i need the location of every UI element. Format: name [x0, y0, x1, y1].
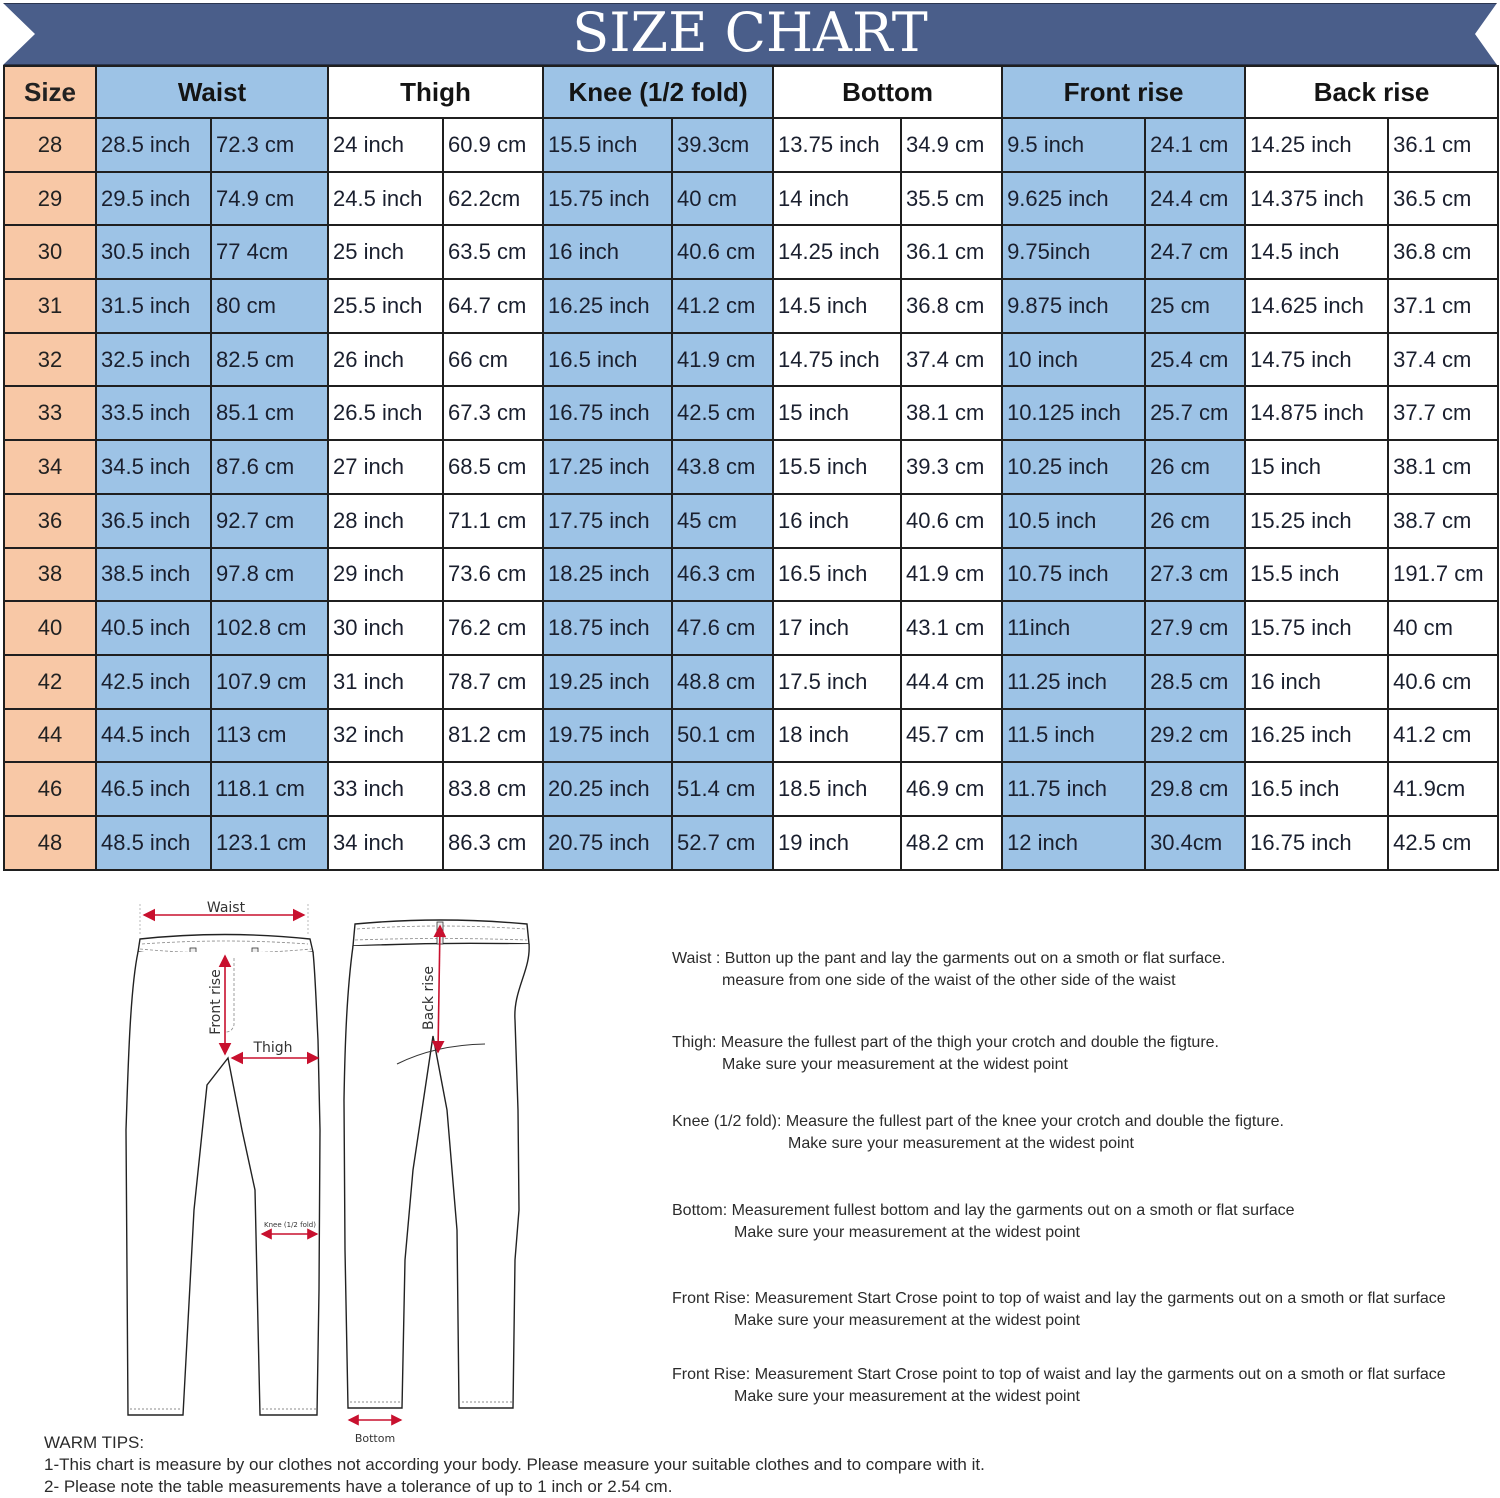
- front-rise-inch-cell: 10.5 inch: [1002, 494, 1145, 548]
- back-rise-cm-cell: 40 cm: [1388, 601, 1498, 655]
- thigh-inch-cell: 25.5 inch: [328, 279, 443, 333]
- size-cell: 31: [4, 279, 96, 333]
- table-row: [4, 548, 1498, 602]
- bottom-inch-cell: 15.5 inch: [773, 440, 901, 494]
- waist-cm-cell: 74.9 cm: [211, 172, 328, 226]
- thigh-label: Thigh: [253, 1040, 293, 1056]
- thigh-inch-cell: 27 inch: [328, 440, 443, 494]
- table-row: [4, 279, 1498, 333]
- back-rise-cm-cell: 41.9cm: [1388, 762, 1498, 816]
- back-rise-cm-cell: 41.2 cm: [1388, 709, 1498, 763]
- bottom-inch-cell: 16.5 inch: [773, 548, 901, 602]
- instruction-thigh: Thigh: Measure the fullest part of the thigh your crotch and double the figture. Make sure your measurement at the widest point: [672, 1034, 1219, 1073]
- back-rise-cm-cell: 36.8 cm: [1388, 225, 1498, 279]
- back-rise-inch-cell: 15 inch: [1245, 440, 1388, 494]
- back-rise-cm-cell: 37.7 cm: [1388, 386, 1498, 440]
- knee-cm-cell: 39.3cm: [672, 118, 773, 172]
- knee-cm-cell: 52.7 cm: [672, 816, 773, 870]
- knee-inch-cell: 16.25 inch: [543, 279, 672, 333]
- thigh-cm-cell: 78.7 cm: [443, 655, 543, 709]
- header-size: Size: [4, 66, 96, 118]
- table-row: [4, 494, 1498, 548]
- front-rise-cm-cell: 30.4cm: [1145, 816, 1245, 870]
- waist-cm-cell: 113 cm: [211, 709, 328, 763]
- back-rise-cm-cell: 42.5 cm: [1388, 816, 1498, 870]
- waist-inch-cell: 42.5 inch: [96, 655, 211, 709]
- instruction-knee: Knee (1/2 fold): Measure the fullest part of the knee your crotch and double the figture. Make sure your measurement at the widest point: [672, 1113, 1284, 1152]
- size-cell: 33: [4, 386, 96, 440]
- thigh-cm-cell: 62.2cm: [443, 172, 543, 226]
- waist-cm-cell: 107.9 cm: [211, 655, 328, 709]
- size-cell: 29: [4, 172, 96, 226]
- thigh-cm-cell: 71.1 cm: [443, 494, 543, 548]
- thigh-cm-cell: 66 cm: [443, 333, 543, 387]
- table-row: [4, 655, 1498, 709]
- bottom-inch-cell: 18.5 inch: [773, 762, 901, 816]
- back-pants-diagram: [335, 910, 545, 1450]
- knee-inch-cell: 16 inch: [543, 225, 672, 279]
- front-rise-inch-cell: 11.75 inch: [1002, 762, 1145, 816]
- front-rise-inch-cell: 11.25 inch: [1002, 655, 1145, 709]
- knee-cm-cell: 46.3 cm: [672, 548, 773, 602]
- waist-inch-cell: 33.5 inch: [96, 386, 211, 440]
- instruction-bottom: Bottom: Measurement fullest bottom and lay the garments out on a smoth or flat surface Make sure your measurement at the widest point: [672, 1202, 1295, 1241]
- size-cell: 42: [4, 655, 96, 709]
- front-rise-inch-cell: 11.5 inch: [1002, 709, 1145, 763]
- waist-cm-cell: 80 cm: [211, 279, 328, 333]
- waist-cm-cell: 87.6 cm: [211, 440, 328, 494]
- bottom-cm-cell: 43.1 cm: [901, 601, 1002, 655]
- bottom-inch-cell: 18 inch: [773, 709, 901, 763]
- front-rise-inch-cell: 9.75inch: [1002, 225, 1145, 279]
- thigh-cm-cell: 63.5 cm: [443, 225, 543, 279]
- back-rise-inch-cell: 16 inch: [1245, 655, 1388, 709]
- bottom-cm-cell: 35.5 cm: [901, 172, 1002, 226]
- waist-label: Waist: [206, 900, 246, 916]
- knee-inch-cell: 19.25 inch: [543, 655, 672, 709]
- thigh-inch-cell: 24.5 inch: [328, 172, 443, 226]
- waist-cm-cell: 85.1 cm: [211, 386, 328, 440]
- knee-inch-cell: 15.75 inch: [543, 172, 672, 226]
- table-row: [4, 440, 1498, 494]
- thigh-inch-cell: 29 inch: [328, 548, 443, 602]
- bottom-cm-cell: 37.4 cm: [901, 333, 1002, 387]
- bottom-cm-cell: 39.3 cm: [901, 440, 1002, 494]
- bottom-cm-cell: 40.6 cm: [901, 494, 1002, 548]
- thigh-cm-cell: 76.2 cm: [443, 601, 543, 655]
- back-rise-cm-cell: 36.5 cm: [1388, 172, 1498, 226]
- back-rise-label: Back rise: [421, 966, 437, 1030]
- back-rise-cm-cell: 40.6 cm: [1388, 655, 1498, 709]
- header-back-rise: Back rise: [1245, 66, 1498, 118]
- back-rise-inch-cell: 14.875 inch: [1245, 386, 1388, 440]
- back-rise-inch-cell: 15.25 inch: [1245, 494, 1388, 548]
- knee-cm-cell: 41.2 cm: [672, 279, 773, 333]
- back-rise-inch-cell: 14.375 inch: [1245, 172, 1388, 226]
- size-cell: 48: [4, 816, 96, 870]
- front-rise-inch-cell: 9.5 inch: [1002, 118, 1145, 172]
- knee-inch-cell: 16.5 inch: [543, 333, 672, 387]
- bottom-inch-cell: 14.75 inch: [773, 333, 901, 387]
- thigh-inch-cell: 30 inch: [328, 601, 443, 655]
- size-cell: 44: [4, 709, 96, 763]
- thigh-inch-cell: 26.5 inch: [328, 386, 443, 440]
- waist-cm-cell: 82.5 cm: [211, 333, 328, 387]
- thigh-inch-cell: 25 inch: [328, 225, 443, 279]
- knee-cm-cell: 40 cm: [672, 172, 773, 226]
- thigh-cm-cell: 67.3 cm: [443, 386, 543, 440]
- instruction-front-rise-2: Front Rise: Measurement Start Crose point to top of waist and lay the garments out on a smoth or flat surface Make sure your measurement at the widest point: [672, 1366, 1446, 1405]
- back-rise-inch-cell: 16.25 inch: [1245, 709, 1388, 763]
- bottom-cm-cell: 36.1 cm: [901, 225, 1002, 279]
- table-row: [4, 333, 1498, 387]
- waist-cm-cell: 92.7 cm: [211, 494, 328, 548]
- knee-cm-cell: 47.6 cm: [672, 601, 773, 655]
- back-rise-inch-cell: 14.75 inch: [1245, 333, 1388, 387]
- front-rise-cm-cell: 25.4 cm: [1145, 333, 1245, 387]
- front-rise-inch-cell: 11inch: [1002, 601, 1145, 655]
- knee-inch-cell: 18.75 inch: [543, 601, 672, 655]
- table-header-row: [4, 66, 1498, 118]
- front-rise-inch-cell: 12 inch: [1002, 816, 1145, 870]
- waist-inch-cell: 46.5 inch: [96, 762, 211, 816]
- thigh-cm-cell: 86.3 cm: [443, 816, 543, 870]
- thigh-cm-cell: 73.6 cm: [443, 548, 543, 602]
- bottom-cm-cell: 36.8 cm: [901, 279, 1002, 333]
- bottom-inch-cell: 14 inch: [773, 172, 901, 226]
- waist-cm-cell: 123.1 cm: [211, 816, 328, 870]
- waist-inch-cell: 48.5 inch: [96, 816, 211, 870]
- thigh-inch-cell: 34 inch: [328, 816, 443, 870]
- back-rise-inch-cell: 15.75 inch: [1245, 601, 1388, 655]
- tip-item-1: 1-This chart is measure by our clothes not according your body. Please measure your suitable clothes and to compare with it.: [44, 1455, 985, 1474]
- table-row: [4, 601, 1498, 655]
- front-rise-cm-cell: 24.7 cm: [1145, 225, 1245, 279]
- knee-cm-cell: 45 cm: [672, 494, 773, 548]
- front-rise-cm-cell: 25.7 cm: [1145, 386, 1245, 440]
- bottom-inch-cell: 14.5 inch: [773, 279, 901, 333]
- thigh-cm-cell: 68.5 cm: [443, 440, 543, 494]
- waist-inch-cell: 36.5 inch: [96, 494, 211, 548]
- tip-item-2: 2- Please note the table measurements have a tolerance of up to 1 inch or 2.54 cm.: [44, 1477, 673, 1496]
- instruction-front-rise: Front Rise: Measurement Start Crose point to top of waist and lay the garments out on a smoth or flat surface Make sure your measurement at the widest point: [672, 1290, 1446, 1329]
- back-rise-cm-cell: 36.1 cm: [1388, 118, 1498, 172]
- front-rise-cm-cell: 24.1 cm: [1145, 118, 1245, 172]
- thigh-cm-cell: 64.7 cm: [443, 279, 543, 333]
- waist-inch-cell: 28.5 inch: [96, 118, 211, 172]
- bottom-inch-cell: 15 inch: [773, 386, 901, 440]
- thigh-inch-cell: 26 inch: [328, 333, 443, 387]
- size-cell: 40: [4, 601, 96, 655]
- knee-cm-cell: 41.9 cm: [672, 333, 773, 387]
- bottom-cm-cell: 48.2 cm: [901, 816, 1002, 870]
- back-rise-inch-cell: 14.625 inch: [1245, 279, 1388, 333]
- thigh-inch-cell: 33 inch: [328, 762, 443, 816]
- bottom-cm-cell: 38.1 cm: [901, 386, 1002, 440]
- knee-cm-cell: 40.6 cm: [672, 225, 773, 279]
- thigh-cm-cell: 81.2 cm: [443, 709, 543, 763]
- bottom-cm-cell: 41.9 cm: [901, 548, 1002, 602]
- bottom-inch-cell: 13.75 inch: [773, 118, 901, 172]
- knee-inch-cell: 20.25 inch: [543, 762, 672, 816]
- page-title: SIZE CHART: [572, 1, 928, 64]
- bottom-cm-cell: 45.7 cm: [901, 709, 1002, 763]
- knee-inch-cell: 17.25 inch: [543, 440, 672, 494]
- size-table: [3, 65, 1499, 871]
- front-pants-diagram: [110, 890, 340, 1440]
- thigh-inch-cell: 24 inch: [328, 118, 443, 172]
- front-rise-label: Front rise: [208, 969, 224, 1035]
- knee-cm-cell: 43.8 cm: [672, 440, 773, 494]
- table-row: [4, 172, 1498, 226]
- front-rise-inch-cell: 9.625 inch: [1002, 172, 1145, 226]
- waist-inch-cell: 30.5 inch: [96, 225, 211, 279]
- thigh-cm-cell: 83.8 cm: [443, 762, 543, 816]
- front-rise-cm-cell: 26 cm: [1145, 440, 1245, 494]
- knee-cm-cell: 48.8 cm: [672, 655, 773, 709]
- back-rise-inch-cell: 15.5 inch: [1245, 548, 1388, 602]
- header-knee: Knee (1/2 fold): [543, 66, 773, 118]
- table-row: [4, 386, 1498, 440]
- thigh-inch-cell: 31 inch: [328, 655, 443, 709]
- knee-cm-cell: 51.4 cm: [672, 762, 773, 816]
- back-rise-cm-cell: 38.1 cm: [1388, 440, 1498, 494]
- bottom-inch-cell: 14.25 inch: [773, 225, 901, 279]
- bottom-cm-cell: 34.9 cm: [901, 118, 1002, 172]
- waist-cm-cell: 118.1 cm: [211, 762, 328, 816]
- waist-inch-cell: 29.5 inch: [96, 172, 211, 226]
- front-rise-inch-cell: 10.25 inch: [1002, 440, 1145, 494]
- size-cell: 30: [4, 225, 96, 279]
- front-rise-cm-cell: 25 cm: [1145, 279, 1245, 333]
- front-rise-inch-cell: 10 inch: [1002, 333, 1145, 387]
- knee-cm-cell: 42.5 cm: [672, 386, 773, 440]
- front-rise-cm-cell: 29.8 cm: [1145, 762, 1245, 816]
- knee-inch-cell: 18.25 inch: [543, 548, 672, 602]
- bottom-inch-cell: 16 inch: [773, 494, 901, 548]
- bottom-cm-cell: 46.9 cm: [901, 762, 1002, 816]
- table-row: [4, 225, 1498, 279]
- waist-inch-cell: 38.5 inch: [96, 548, 211, 602]
- header-thigh: Thigh: [328, 66, 543, 118]
- back-rise-inch-cell: 14.5 inch: [1245, 225, 1388, 279]
- thigh-inch-cell: 28 inch: [328, 494, 443, 548]
- table-row: [4, 709, 1498, 763]
- tips-title: WARM TIPS:: [44, 1433, 145, 1452]
- back-rise-cm-cell: 38.7 cm: [1388, 494, 1498, 548]
- back-rise-inch-cell: 14.25 inch: [1245, 118, 1388, 172]
- waist-inch-cell: 40.5 inch: [96, 601, 211, 655]
- waist-cm-cell: 72.3 cm: [211, 118, 328, 172]
- knee-inch-cell: 19.75 inch: [543, 709, 672, 763]
- knee-inch-cell: 17.75 inch: [543, 494, 672, 548]
- table-row: [4, 816, 1498, 870]
- bottom-inch-cell: 17.5 inch: [773, 655, 901, 709]
- header-bottom: Bottom: [773, 66, 1002, 118]
- knee-inch-cell: 20.75 inch: [543, 816, 672, 870]
- size-cell: 38: [4, 548, 96, 602]
- bottom-cm-cell: 44.4 cm: [901, 655, 1002, 709]
- waist-inch-cell: 32.5 inch: [96, 333, 211, 387]
- table-row: [4, 762, 1498, 816]
- back-rise-cm-cell: 37.4 cm: [1388, 333, 1498, 387]
- size-cell: 28: [4, 118, 96, 172]
- bottom-label: Bottom: [354, 1432, 396, 1445]
- back-rise-cm-cell: 37.1 cm: [1388, 279, 1498, 333]
- size-cell: 34: [4, 440, 96, 494]
- instruction-waist: Waist : Button up the pant and lay the garments out on a smoth or flat surface. measure from one side of the waist of the other side of the waist: [672, 950, 1226, 989]
- waist-inch-cell: 31.5 inch: [96, 279, 211, 333]
- front-rise-inch-cell: 10.125 inch: [1002, 386, 1145, 440]
- front-rise-cm-cell: 26 cm: [1145, 494, 1245, 548]
- front-rise-cm-cell: 28.5 cm: [1145, 655, 1245, 709]
- back-rise-inch-cell: 16.75 inch: [1245, 816, 1388, 870]
- bottom-inch-cell: 17 inch: [773, 601, 901, 655]
- header-front-rise: Front rise: [1002, 66, 1245, 118]
- waist-cm-cell: 77 4cm: [211, 225, 328, 279]
- front-rise-cm-cell: 24.4 cm: [1145, 172, 1245, 226]
- waist-inch-cell: 34.5 inch: [96, 440, 211, 494]
- front-rise-cm-cell: 27.3 cm: [1145, 548, 1245, 602]
- knee-cm-cell: 50.1 cm: [672, 709, 773, 763]
- knee-label: Knee (1/2 fold): [264, 1221, 316, 1229]
- waist-cm-cell: 102.8 cm: [211, 601, 328, 655]
- table-row: [4, 118, 1498, 172]
- waist-cm-cell: 97.8 cm: [211, 548, 328, 602]
- bottom-inch-cell: 19 inch: [773, 816, 901, 870]
- thigh-inch-cell: 32 inch: [328, 709, 443, 763]
- header-waist: Waist: [96, 66, 328, 118]
- warm-tips: [44, 1432, 985, 1498]
- front-rise-inch-cell: 10.75 inch: [1002, 548, 1145, 602]
- size-cell: 46: [4, 762, 96, 816]
- front-rise-inch-cell: 9.875 inch: [1002, 279, 1145, 333]
- waist-inch-cell: 44.5 inch: [96, 709, 211, 763]
- knee-inch-cell: 15.5 inch: [543, 118, 672, 172]
- front-rise-cm-cell: 27.9 cm: [1145, 601, 1245, 655]
- size-cell: 32: [4, 333, 96, 387]
- thigh-cm-cell: 60.9 cm: [443, 118, 543, 172]
- back-rise-inch-cell: 16.5 inch: [1245, 762, 1388, 816]
- knee-inch-cell: 16.75 inch: [543, 386, 672, 440]
- back-rise-cm-cell: 191.7 cm: [1388, 548, 1498, 602]
- front-rise-cm-cell: 29.2 cm: [1145, 709, 1245, 763]
- size-cell: 36: [4, 494, 96, 548]
